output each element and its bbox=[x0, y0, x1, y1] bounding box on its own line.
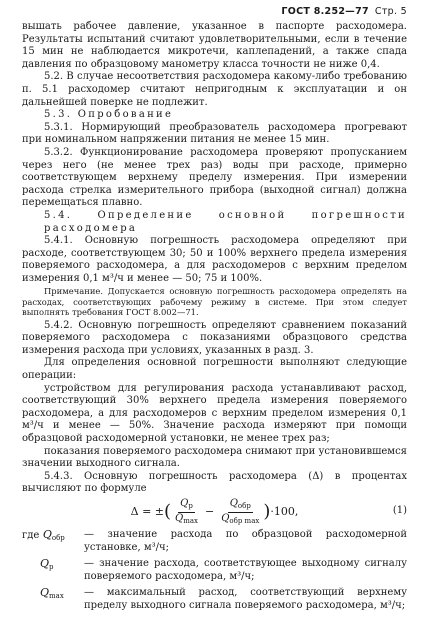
symbol: Q bbox=[42, 528, 52, 541]
definition-row: где $Q_{обр}$ — значение расхода по образцовой расходомерной установке, м³/ч; bbox=[22, 528, 407, 553]
fraction-measured: $\frac{Q_р}{Q_{max}}$ bbox=[175, 497, 198, 525]
paragraph: 5.3.2. Функционирование расходомера проверяют пропусканием через него (не менее трех раз) воды при расходе, примерно соответствующем верхнему пределу измерения. При измерении расхода стрелка измерительного прибора (выходной сигнал) должна перемещаться плавно. bbox=[22, 146, 407, 209]
paragraph: 5.4.3. Основную погрешность расходомера (Δ) в процентах вычисляют по формуле bbox=[22, 470, 407, 495]
symbol: Q bbox=[40, 557, 50, 571]
formula-lhs: Δ = ± bbox=[130, 504, 164, 518]
paragraph: показания поверяемого расходомера снимают при установившемся значении выходного сигнала. bbox=[22, 445, 407, 470]
section-heading: 5.3. Опробование bbox=[44, 109, 174, 121]
page-header bbox=[22, 6, 407, 18]
formula-tail: ·100, bbox=[270, 504, 299, 518]
paragraph: 5.3.1. Нормирующий преобразователь расходомера прогревают при номинальном напряжении питания не менее 15 мин. bbox=[22, 121, 407, 146]
equation-number: (1) bbox=[392, 505, 407, 516]
fraction-reference: $\frac{Q_{обр}}{Q_{обр max}}$ bbox=[221, 497, 260, 525]
definition-row: $Q_{max}$ — максимальный расход, соответствующий верхнему пределу выходного сигнала поверяемого расходомера, м³/ч; bbox=[40, 586, 407, 611]
paragraph: устройством для регулирования расхода устанавливают расход, соответствующий 30% верхнего предела измерения поверяемого расходомера, а для расходомеров с верхним пределом измерения 0,1 м³/ч и менее — 50%. Значение расхода измеряют при помощи образцовой расходомерной установки, не менее трех раз; bbox=[22, 382, 407, 445]
definition-text: — значение расхода по образцовой расходомерной установке, м³/ч; bbox=[84, 529, 407, 553]
symbol: Q bbox=[40, 586, 50, 600]
page-number: Стр. 5 bbox=[374, 6, 407, 17]
standard-number: ГОСТ 8.252—77 bbox=[281, 6, 369, 17]
note bbox=[22, 286, 407, 317]
paragraph: 5.4.2. Основную погрешность определяют сравнением показаний поверяемого расходомера с показаниями образцового средства измерения расхода при условиях, указанных в разд. 3. bbox=[22, 319, 407, 356]
section-heading: 5.4. Определение основной погрешности расходомера bbox=[44, 209, 407, 234]
formula: Δ = ± ( $\frac{Q_р}{Q_{max}}$ − $\frac{Q_{обр}}{Q_{обр max}}$ ) ·100, (1) bbox=[130, 497, 407, 525]
definition-text: — максимальный расход, соответствующий верхнему пределу выходного сигнала поверяемого расходомера, м³/ч; bbox=[84, 587, 407, 611]
paragraph: 5.4.1. Основную погрешность расходомера определяют при расходе, соответствующем 30; 50 и 100% верхнего предела измерения поверяемого расходомера, а для расходомеров с верхним пределом измерения 0,1 м³/ч и менее — 50; 75 и 100%. bbox=[22, 235, 407, 284]
definition-row: $Q_р$ — значение расхода, соответствующее выходному сигналу поверяемого расходомера, м³/ч; bbox=[40, 557, 407, 582]
definition-text: — значение расхода, соответствующее выходному сигналу поверяемого расходомера, м³/ч; bbox=[84, 558, 407, 582]
paragraph: Для определения основной погрешности выполняют следующие операции: bbox=[22, 357, 407, 382]
note-text: Примечание. Допускается основную погрешность расходомера определять на расходах, соответствующих рабочему режиму в системе. При этом следует выполнять требования ГОСТ 8.002—71. bbox=[22, 286, 407, 318]
paragraph: вышать рабочее давление, указанное в паспорте расходомера. Результаты испытаний считают удовлетворительными, если в течение 15 мин не наблюдается микротечи, каплепадений, а также спада давления по образцовому манометру класса точности не ниже 0,4. bbox=[22, 21, 407, 70]
paragraph: 5.2. В случае несоответствия расходомера какому-либо требованию п. 5.1 расходомер считают непригодным к эксплуатации и он дальнейшей поверке не подлежит. bbox=[22, 71, 407, 108]
